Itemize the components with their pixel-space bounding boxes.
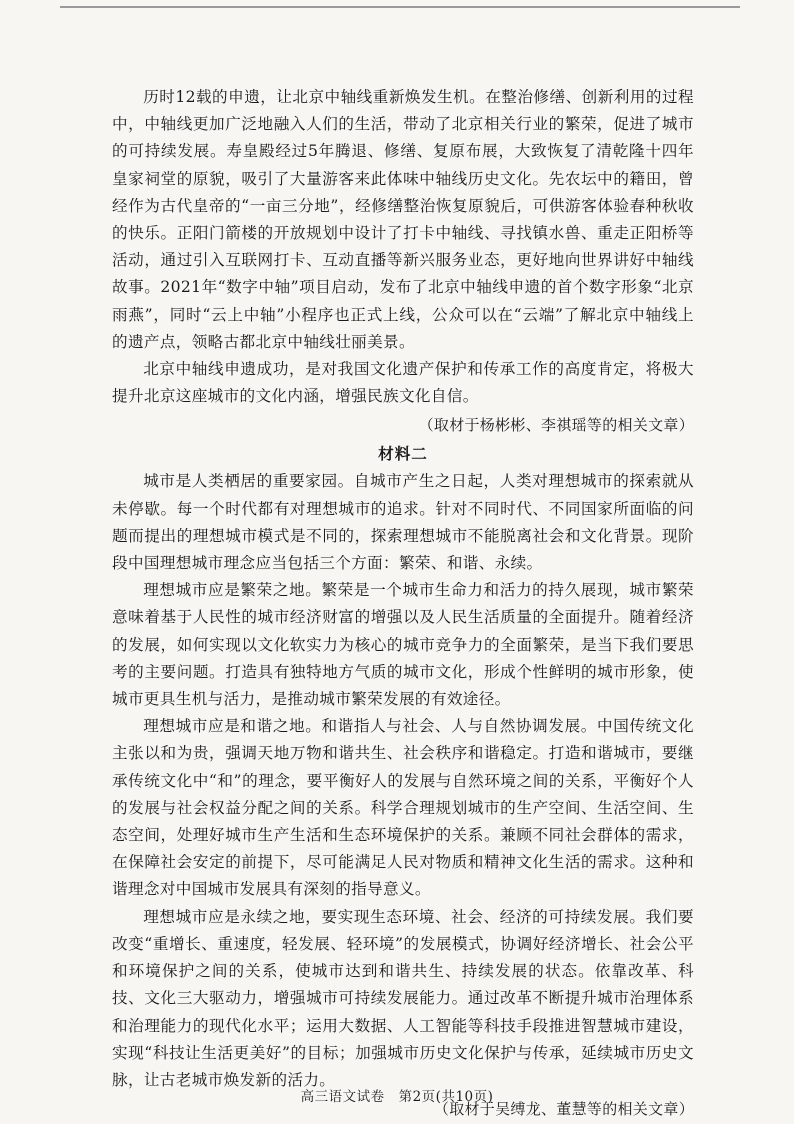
material1-paragraph-1: 历时12载的申遗，让北京中轴线重新焕发生机。在整治修缮、创新利用的过程中，中轴线更加广泛地融入人们的生活，带动了北京相关行业的繁荣，促进了城市的可持续发展。寿皇殿经过5年腾退、修缮、复原布展，大致恢复了清乾隆十四年皇家祠堂的原貌，吸引了大量游客来此体味中轴线历史文化。先农坛中的籍田，曾经作为古代皇帝的“一亩三分地”，经修缮整治恢复原貌后，可供游客体验春种秋收的快乐。正阳门箭楼的开放规划中设计了打卡中轴线、寻找镇水兽、重走正阳桥等活动，通过引入互联网打卡、互动直播等新兴服务业态，更好地向世界讲好中轴线故事。2021年“数字中轴”项目启动，发布了北京中轴线申遗的首个数字形象“北京雨燕”，同时“云上中轴”小程序也正式上线，公众可以在“云端”了解北京中轴线上的遗产点，领略古都北京中轴线壮丽美景。 <box>112 88 694 351</box>
material2-heading: 材料二 <box>378 444 428 464</box>
material2-paragraph-3: 理想城市应是和谐之地。和谐指人与社会、人与自然协调发展。中国传统文化主张以和为贵，强调天地万物和谐共生、社会秩序和谐稳定。打造和谐城市，要继承传统文化中“和”的理念，要平衡好人的发展与自然环境之间的关系，平衡好个人的发展与社会权益分配之间的关系。科学合理规划城市的生产空间、生活空间、生态空间，处理好城市生产生活和生态环境保护的关系。兼顾不同社会群体的需求，在保障社会安定的前提下，尽可能满足人民对物质和精神文化生活的需求。这种和谐理念对中国城市发展具有深刻的指导意义。 <box>112 717 694 899</box>
page-content <box>112 84 694 1124</box>
material2-paragraph-4: 理想城市应是永续之地，要实现生态环境、社会、经济的可持续发展。我们要改变“重增长、重速度，轻发展、轻环境”的发展模式，协调好经济增长、社会公平和环境保护之间的关系，使城市达到和谐共生、持续发展的状态。依靠改革、科技、文化三大驱动力，增强城市可持续发展能力。通过改革不断提升城市治理体系和治理能力的现代化水平；运用大数据、人工智能等科技手段推进智慧城市建设，实现“科技让生活更美好”的目标；加强城市历史文化保护与传承，延续城市历史文脉，让古老城市焕发新的活力。 <box>112 907 694 1089</box>
material1-source: （取材于杨彬彬、李祺瑶等的相关文章） <box>418 416 694 435</box>
material2-source: （取材于吴缚龙、董慧等的相关文章） <box>433 1100 694 1119</box>
material1-paragraph-2: 北京中轴线申遗成功，是对我国文化遗产保护和传承工作的高度肯定，将极大提升北京这座城市的文化内涵，增强民族文化自信。 <box>112 360 694 406</box>
page-footer: 高三语文试卷 第2页(共10页) <box>300 1089 494 1105</box>
top-rule <box>60 6 740 8</box>
material2-paragraph-2: 理想城市应是繁荣之地。繁荣是一个城市生命力和活力的持久展现，城市繁荣意味着基于人民性的城市经济财富的增强以及人民生活质量的全面提升。随着经济的发展，如何实现以文化软实力为核心的城市竞争力的全面繁荣，是当下我们要思考的主要问题。打造具有独特地方气质的城市文化，形成个性鲜明的城市形象，使城市更具生机与活力，是推动城市繁荣发展的有效途径。 <box>112 581 694 709</box>
material2-paragraph-1: 城市是人类栖居的重要家园。自城市产生之日起，人类对理想城市的探索就从未停歇。每一个时代都有对理想城市的追求。针对不同时代、不同国家所面临的问题而提出的理想城市模式是不同的，探索理想城市不能脱离社会和文化背景。现阶段中国理想城市理念应当包括三个方面：繁荣、和谐、永续。 <box>112 472 694 573</box>
